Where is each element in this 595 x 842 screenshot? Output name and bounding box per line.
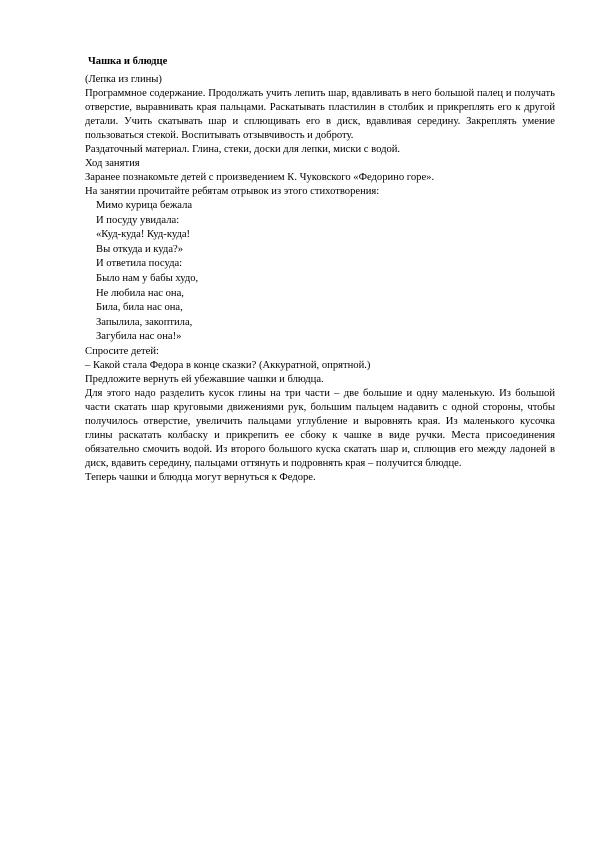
poem-line: Было нам у бабы худо, bbox=[96, 272, 199, 284]
poem-line: Мимо курица бежала bbox=[96, 200, 193, 211]
question-line: – Какой стала Федора в конце сказки? (Аккуратной, опрятной.) bbox=[85, 359, 371, 371]
poem-line: И ответила посуда: bbox=[96, 258, 183, 270]
poem-line: «Куд-куда! Куд-куда! bbox=[96, 229, 191, 241]
conclusion-line: Теперь чашки и блюдца могут вернуться к Федоре. bbox=[85, 471, 316, 483]
poem-line: Вы откуда и куда?» bbox=[96, 243, 184, 255]
materials-paragraph: Раздаточный материал. Глина, стеки, доски для лепки, миски с водой. bbox=[85, 144, 401, 155]
document-title: Чашка и блюдце bbox=[88, 56, 168, 67]
poem-line: Запылила, закоптила, bbox=[96, 316, 193, 328]
ask-children-line: Спросите детей: bbox=[85, 345, 159, 357]
poem-line: И посуду увидала: bbox=[96, 214, 180, 226]
instructions-paragraph: Для этого надо разделить кусок глины на три части – две большие и одну маленькую. Из большой части скатать шар круговыми движениями рук, большим пальцем надавить с одной стороны, чтобы получилось отверстие, увеличить пальцами углубление и выровнять края. Из маленького кусочка глины раскатать колбаску и прикрепить ее сбоку к чашке в виде ручки. Места присоединения обязательно смочить водой. Из второго большого куска скатать шар и, сплющив его между ладоней в диск, вдавить середину, пальцами оттянуть и подровнять края – получится блюдце. bbox=[85, 387, 555, 469]
poem-intro-paragraph: На занятии прочитайте ребятам отрывок из этого стихотворения: bbox=[85, 186, 380, 197]
poem-line: Била, била нас она, bbox=[96, 302, 183, 314]
intro-paragraph: Заранее познакомьте детей с произведением К. Чуковского «Федорино горе». bbox=[85, 172, 435, 183]
poem-line: Не любила нас она, bbox=[96, 287, 184, 299]
program-content-paragraph: Программное содержание. Продолжать учить лепить шар, вдавливать в него большой палец и получать отверстие, выравнивать края пальцами. Раскатывать пластилин в столбик и прикреплять его к другой детали. Учить скатывать шар и сплющивать его в диск, вдавливая середину. Закреплять умение пользоваться стекой. Воспитывать отзывчивость и доброту. bbox=[85, 88, 555, 141]
document-page bbox=[85, 55, 555, 485]
poem-block bbox=[85, 199, 555, 345]
poem-line: Загубила нас она!» bbox=[96, 331, 182, 343]
course-heading: Ход занятия bbox=[85, 158, 140, 169]
document-subtitle: (Лепка из глины) bbox=[85, 74, 162, 85]
suggest-line: Предложите вернуть ей убежавшие чашки и блюдца. bbox=[85, 373, 324, 385]
